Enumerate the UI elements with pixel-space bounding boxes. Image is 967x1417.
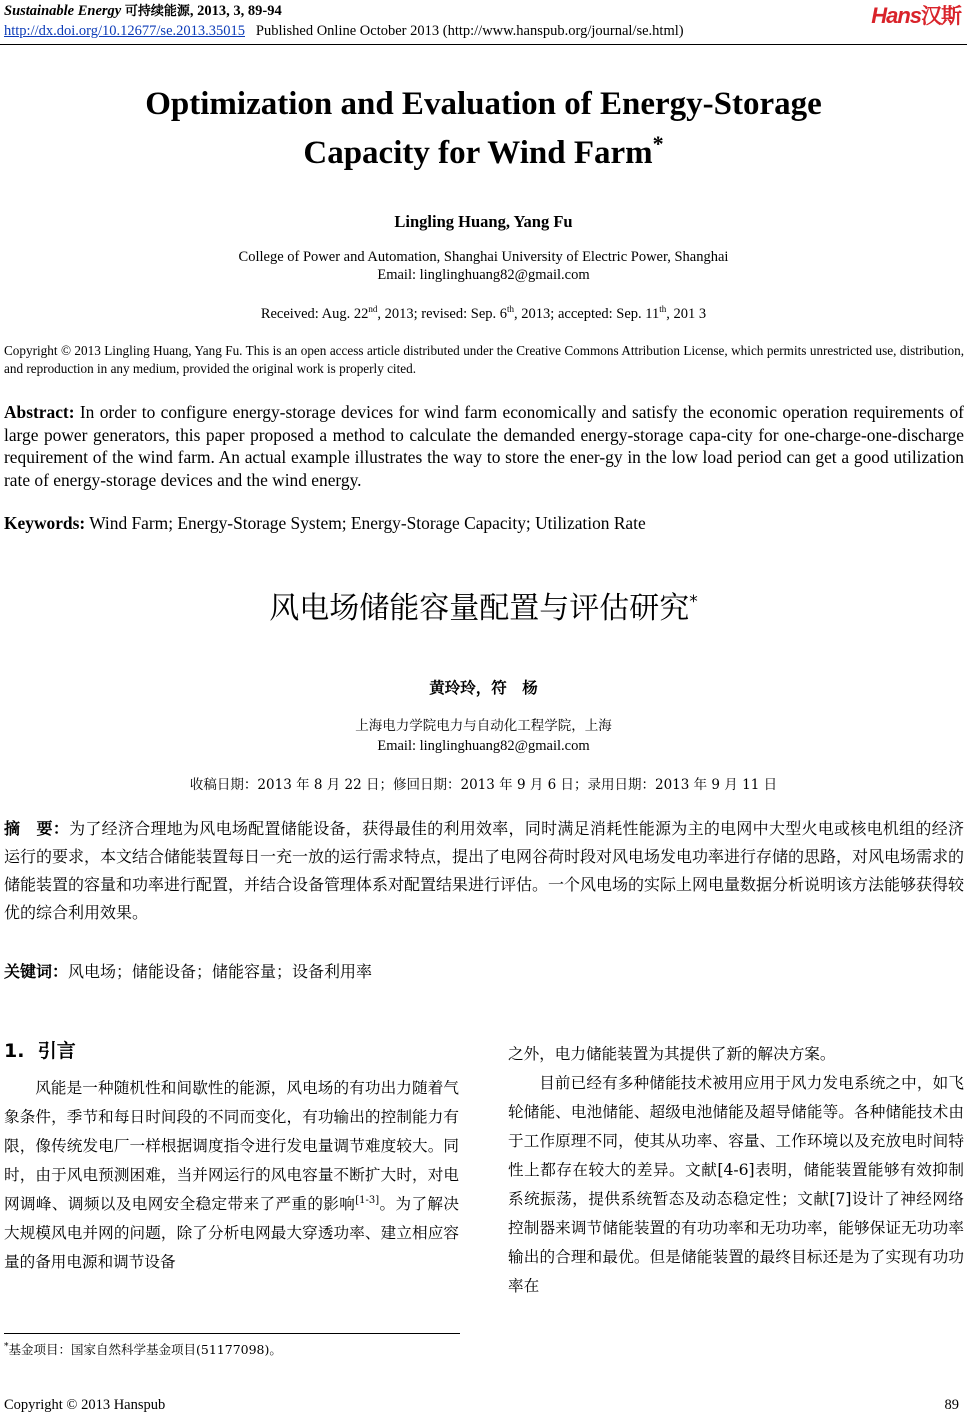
hans-logo [871, 0, 961, 30]
affiliation-cn [0, 716, 967, 756]
abstract-cn-label: 摘 要： [4, 819, 70, 838]
email-en: Email: linglinghuang82@gmail.com [377, 267, 590, 283]
page-number: 89 [944, 1397, 959, 1413]
header-divider [0, 44, 967, 45]
title-cn-mark: * [689, 592, 698, 612]
footer-copyright: Copyright © 2013 Hanspub [4, 1397, 166, 1413]
authors-en: Lingling Huang, Yang Fu [394, 212, 573, 231]
paper-title-en [40, 84, 927, 173]
body-column-left [4, 1074, 459, 1277]
abstract-en-text: In order to configure energy-storage devices for wind farm economically and satisfy the economic operation requirements of large power generators, this paper proposed a method to calculate the demanded energy-storage capa-city for one-charge-one-discharge requirement of the wind farm. An actual example illustrates the way to store the ener-gy in the low load period can get a good utilization rate of energy-storage devices and the wind energy. [4, 402, 964, 490]
paper-title-cn: 风电场储能容量配置与评估研究* [269, 591, 698, 626]
paragraph: 目前已经有多种储能技术被用应用于风力发电系统之中，如飞轮储能、电池储能、超级电池储能及超导储能等。各种储能技术由于工作原理不同，使其从功率、容量、工作环境以及充放电时间特性上都存在较大的差异。文献[4-6]表明，储能装置能够有效抑制系统振荡，提供系统暂态及动态稳定性；文献[7]设计了神经网络控制器来调节储能装置的有功功率和无功功率，能够保证无功功率输出的合理和最优。但是储能装置的最终目标还是为了实现有功功率在 [508, 1074, 964, 1295]
institution-cn: 上海电力学院电力与自动化工程学院，上海 [355, 718, 612, 734]
keywords-en-text: Wind Farm; Energy-Storage System; Energy-Storage Capacity; Utilization Rate [89, 513, 646, 533]
doi-line [4, 22, 684, 40]
footnote: *基金项目：国家自然科学基金项目(51177098)。 [4, 1341, 282, 1357]
journal-name-cn: 可持续能源 [124, 4, 190, 19]
journal-name: Sustainable Energy [4, 3, 122, 19]
citation: [1-3] [355, 1194, 380, 1206]
abstract-cn [4, 815, 964, 927]
abstract-en-label: Abstract: [4, 402, 75, 422]
section-heading: 1. 引言 [4, 1040, 76, 1062]
received-dates-cn: 收稿日期：2013 年 8 月 22 日；修回日期：2013 年 9 月 6 日；录用日期：2013 年 9 月 11 日 [189, 777, 778, 793]
body-column-right [508, 1040, 964, 1301]
doi-link[interactable]: http://dx.doi.org/10.12677/se.2013.35015 [4, 23, 245, 39]
paragraph: 风能是一种随机性和间歇性的能源，风电场的有功出力随着气象条件，季节和每日时间段的不同而变化，有功输出的控制能力有限，像传统发电厂一样根据调度指令进行发电量调节难度较大。同时，由于风电预测困难，当并网运行的风电容量不断扩大时，对电网调峰、调频以及电网安全稳定带来了严重的影响[1-3]。为了解决大规模风电并网的问题，除了分析电网最大穿透功率、建立相应容量的备用电源和调节设备 [4, 1079, 459, 1271]
title-en-mark: * [652, 131, 664, 156]
published-text: Published Online October 2013 (http://www.hanspub.org/journal/se.html) [255, 23, 684, 39]
received-dates-en: Received: Aug. 22nd, 2013; revised: Sep. 6th, 2013; accepted: Sep. 11th, 201 3 [260, 304, 707, 322]
keywords-en [4, 512, 964, 534]
keywords-cn-label: 关键词： [4, 962, 69, 981]
abstract-cn-text: 为了经济合理地为风电场配置储能设备，获得最佳的利用效率，同时满足消耗性能源为主的电网中大型火电或核电机组的经济运行的要求，本文结合储能装置每日一充一放的运行需求特点，提出了电网谷荷时段对风电场发电功率进行存储的思路，对风电场需求的储能装置的容量和功率进行配置，并结合设备管理体系对配置结果进行评估。一个风电场的实际上网电量数据分析说明该方法能够获得较优的综合利用效果。 [4, 819, 965, 922]
paragraph-continued: 之外，电力储能装置为其提供了新的解决方案。 [508, 1045, 836, 1063]
footnote-divider [4, 1333, 460, 1334]
title-en-line1: Optimization and Evaluation of Energy-Storage [145, 86, 822, 122]
affiliation-en [0, 248, 967, 284]
institution-en: College of Power and Automation, Shanghai University of Electric Power, Shanghai [238, 249, 729, 265]
abstract-en [4, 401, 964, 491]
keywords-cn [4, 958, 964, 986]
title-en-line2: Capacity for Wind Farm* [303, 131, 664, 171]
authors-cn: 黄玲玲，符 杨 [429, 678, 538, 697]
keywords-en-label: Keywords: [4, 513, 86, 533]
journal-header [4, 2, 282, 21]
email-cn: Email: linglinghuang82@gmail.com [377, 738, 590, 754]
keywords-cn-text: 风电场；储能设备；储能容量；设备利用率 [68, 962, 373, 981]
logo-en: Hans [871, 3, 921, 28]
copyright-notice: Copyright © 2013 Lingling Huang, Yang Fu. This is an open access article distributed under the Creative Commons Attribution License, which permits unrestricted use, distribution, and reproduction in any medium, provided the original work is properly cited. [4, 343, 964, 376]
volume-info: , 2013, 3, 89-94 [189, 3, 282, 19]
logo-cn: 汉斯 [921, 4, 961, 28]
